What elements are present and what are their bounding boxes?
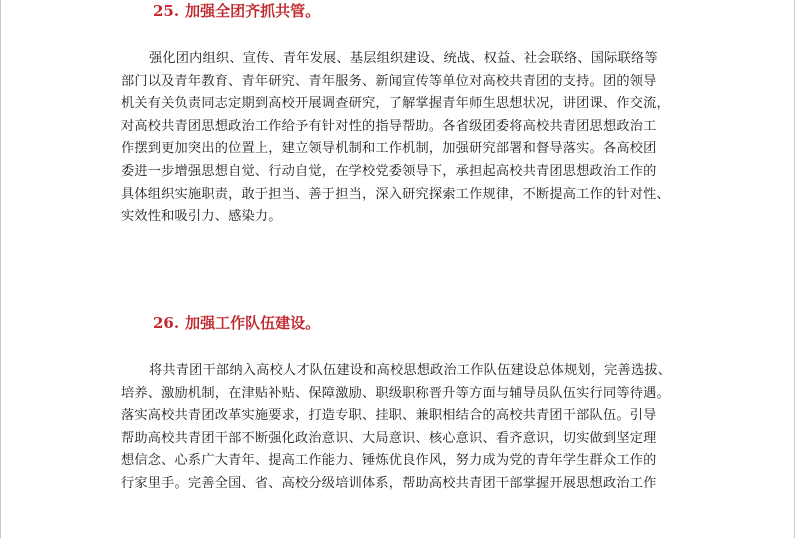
paragraph-line: 落实高校共青团改革实施要求，打造专职、挂职、兼职相结合的高校共青团干部队伍。引导 bbox=[121, 408, 657, 424]
section-heading-25 bbox=[153, 1, 320, 21]
section-title: 加强工作队伍建设。 bbox=[185, 314, 321, 332]
paragraph-line: 具体组织实施职责，敢于担当、善于担当，深入研究探索工作规律，不断提高工作的针对性、 bbox=[121, 186, 670, 202]
paragraph-line: 将共青团干部纳入高校人才队伍建设和高校思想政治工作队伍建设总体规划，完善选拔、 bbox=[149, 363, 672, 378]
paragraph-line: 部门以及青年教育、青年研究、青年服务、新闻宣传等单位对高校共青团的支持。团的领导 bbox=[121, 73, 657, 89]
paragraph-line: 委进一步增强思想自觉、行动自觉，在学校党委领导下，承担起高校共青团思想政治工作的 bbox=[121, 163, 657, 179]
paragraph-line: 行家里手。完善全国、省、高校分级培训体系，帮助高校共青团干部掌握开展思想政治工作 bbox=[121, 475, 657, 491]
section-heading-26 bbox=[153, 313, 320, 333]
paragraph-line: 帮助高校共青团干部不断强化政治意识、大局意识、核心意识、看齐意识，切实做到坚定理 bbox=[121, 430, 657, 446]
section-title: 加强全团齐抓共管。 bbox=[185, 2, 321, 20]
section-number: 26. bbox=[153, 314, 180, 332]
paragraph-line: 机关有关负责同志定期到高校开展调查研究，了解掌握青年师生思想状况，讲团课、作交流， bbox=[121, 96, 670, 112]
section-number: 25. bbox=[153, 2, 180, 20]
section-25-paragraph bbox=[121, 48, 681, 229]
paragraph-line: 对高校共青团思想政治工作给予有针对性的指导帮助。各省级团委将高校共青团思想政治工 bbox=[121, 118, 657, 134]
section-26-paragraph bbox=[121, 360, 681, 496]
paragraph-line: 强化团内组织、宣传、青年发展、基层组织建设、统战、权益、社会联络、国际联络等 bbox=[149, 51, 658, 66]
paragraph-line: 想信念、心系广大青年、提高工作能力、锤炼优良作风，努力成为党的青年学生群众工作的 bbox=[121, 453, 657, 469]
paragraph-line: 作摆到更加突出的位置上，建立领导机制和工作机制，加强研究部署和督导落实。各高校团 bbox=[121, 141, 657, 157]
paragraph-line: 培养、激励机制，在津贴补贴、保障激励、职级职称晋升等方面与辅导员队伍实行同等待遇。 bbox=[121, 385, 670, 401]
paragraph-line: 实效性和吸引力、感染力。 bbox=[121, 209, 282, 225]
